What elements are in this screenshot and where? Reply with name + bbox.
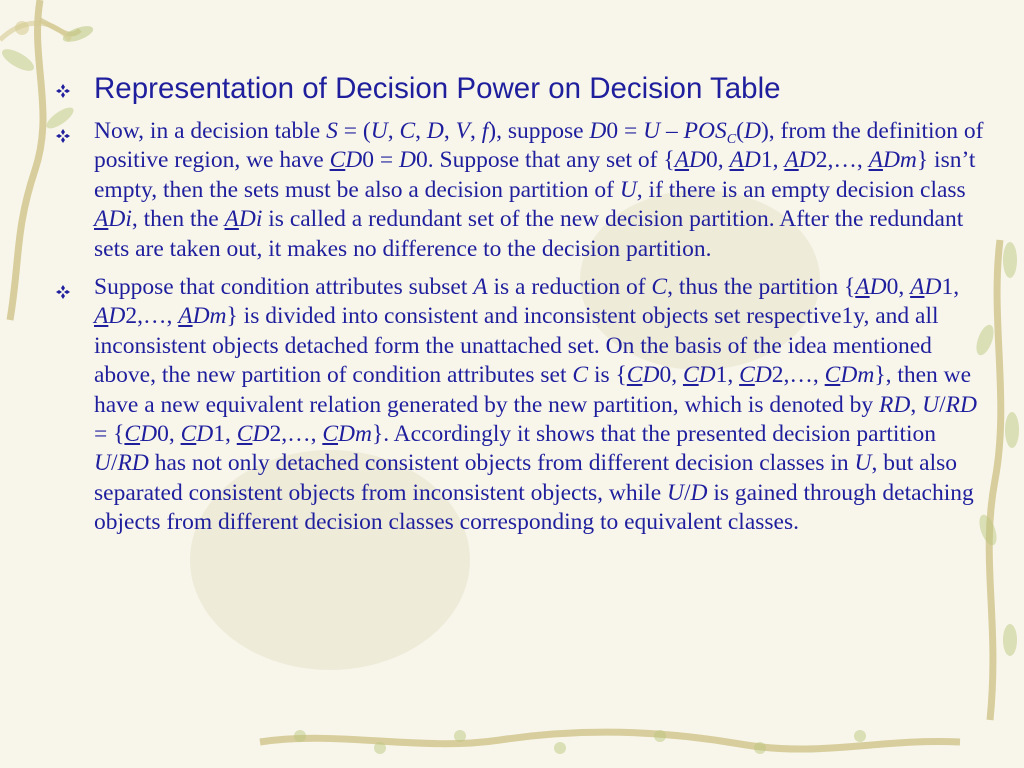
math-symbol: D — [924, 274, 942, 301]
math-symbol: U — [370, 118, 388, 144]
math-symbol: Dm — [338, 421, 372, 448]
text-run: , — [415, 118, 427, 144]
text-run: is { — [588, 362, 627, 389]
text-run: 0, — [706, 147, 730, 174]
math-symbol: U — [667, 479, 684, 506]
math-symbol: Di — [108, 206, 132, 233]
text-run: 1, — [213, 421, 237, 448]
math-symbol: C — [329, 147, 346, 174]
text-run: ( — [736, 118, 744, 144]
text-run: is gained through detaching objects from different decision classes corresponding to equivalent classes. — [94, 479, 974, 536]
math-symbol: D — [589, 118, 607, 144]
math-symbol: C — [180, 421, 197, 448]
math-symbol: D — [108, 303, 126, 330]
math-symbol: D — [698, 362, 716, 389]
math-symbol: RD — [117, 450, 149, 477]
math-symbol: Di — [238, 206, 263, 233]
text-run: = { — [94, 421, 125, 448]
math-symbol: S — [326, 118, 338, 144]
math-symbol: D — [196, 421, 214, 448]
math-symbol: D — [743, 147, 761, 174]
text-run: / — [939, 391, 946, 418]
math-symbol: C — [824, 362, 841, 389]
text-run: 0, — [157, 421, 181, 448]
math-symbol: A — [94, 303, 109, 330]
math-symbol: C — [322, 421, 338, 448]
text-run: 1, — [941, 274, 960, 301]
math-subscript: C — [726, 130, 737, 147]
text-run: 0 = — [606, 118, 644, 144]
text-run: / — [110, 450, 118, 477]
math-symbol: RD — [879, 391, 911, 418]
text-run: 0, — [886, 274, 911, 301]
math-symbol: D — [754, 362, 772, 389]
slide-content — [56, 70, 986, 547]
math-symbol: D — [399, 147, 417, 174]
paragraph-text — [94, 117, 986, 264]
diamond-cluster-bullet-icon — [56, 84, 70, 98]
bullet-paragraph-2 — [56, 273, 986, 538]
text-run: , but also separated consistent objects from inconsistent objects, while — [94, 450, 958, 506]
math-symbol: C — [682, 362, 699, 389]
math-symbol: D — [690, 479, 708, 506]
math-symbol: C — [236, 421, 253, 448]
math-symbol: U — [619, 176, 637, 203]
math-symbol: U — [94, 450, 111, 477]
math-symbol: A — [855, 274, 870, 301]
math-symbol: C — [626, 362, 643, 389]
text-run: is a reduction of — [487, 274, 652, 301]
math-symbol: D — [798, 147, 816, 174]
text-run: – — [660, 118, 684, 144]
text-run: 2,…, — [815, 147, 869, 174]
text-run: ), from the definition of positive region, we have — [94, 118, 984, 174]
math-symbol: C — [572, 362, 589, 389]
bullet-heading — [56, 70, 986, 108]
math-symbol: V — [455, 118, 470, 144]
text-run: is called a redundant set of the new decision partition. After the redundant sets are taken out, it makes no difference to the decision partition. — [94, 206, 964, 262]
math-symbol: Dm — [192, 303, 227, 330]
text-run: } is divided into consistent and inconsistent objects set respective1y, and all inconsistent objects detached form the unattached set. On the basis of the idea mentioned above, the new partition of condition attributes set — [94, 303, 939, 389]
math-symbol: A — [224, 206, 239, 233]
math-symbol: Dm — [840, 362, 875, 389]
text-run: , — [469, 118, 482, 144]
math-symbol: C — [739, 362, 755, 389]
math-symbol: D — [642, 362, 660, 389]
math-symbol: A — [910, 274, 925, 301]
slide-heading: Representation of Decision Power on Decision Table — [94, 72, 781, 105]
text-run: , — [387, 118, 400, 144]
math-symbol: A — [868, 147, 883, 174]
text-run: 2,…, — [771, 362, 825, 389]
math-symbol: C — [651, 274, 668, 301]
math-symbol: A — [178, 303, 193, 330]
diamond-cluster-bullet-icon — [56, 129, 70, 143]
math-symbol: A — [729, 147, 744, 174]
math-symbol: U — [922, 391, 940, 418]
text-run: 1, — [760, 147, 785, 174]
math-symbol: D — [252, 421, 270, 448]
math-symbol: D — [689, 147, 707, 174]
math-symbol: D — [743, 118, 761, 144]
text-run: ), suppose — [488, 118, 590, 144]
text-run: , thus the partition { — [667, 274, 856, 301]
bullet-paragraph-1 — [56, 117, 986, 264]
math-symbol: D — [869, 274, 887, 301]
text-run: }, then we have a new equivalent relation generated by the new partition, which is denoted by — [94, 362, 972, 418]
math-symbol: A — [473, 274, 488, 301]
text-run: 1, — [715, 362, 740, 389]
text-run: Now, in a decision table — [94, 118, 327, 144]
math-symbol: C — [124, 421, 141, 448]
math-symbol: D — [140, 421, 158, 448]
math-symbol: RD — [945, 391, 977, 418]
text-run: , if there is an empty decision class — [636, 176, 966, 203]
text-run: has not only detached consistent objects from different decision classes in — [148, 450, 855, 477]
text-run: 2,…, — [269, 421, 323, 448]
text-run: Suppose that condition attributes subset — [94, 274, 474, 301]
text-run: 0 = — [362, 147, 400, 174]
text-run: }. Accordingly it shows that the presented decision partition — [371, 421, 937, 448]
math-symbol: A — [784, 147, 799, 174]
math-symbol: A — [94, 206, 109, 233]
math-symbol: A — [674, 147, 690, 174]
text-run: / — [683, 479, 691, 506]
math-symbol: f — [481, 118, 489, 144]
text-run: , then the — [131, 206, 225, 233]
text-run: 0, — [659, 362, 683, 389]
text-run: } isn’t empty, then the sets must be also a decision partition of — [94, 147, 976, 203]
text-run: 2,…, — [125, 303, 179, 330]
text-run: , — [443, 118, 456, 144]
math-symbol: Dm — [882, 147, 917, 174]
math-symbol: D — [345, 147, 363, 174]
math-symbol: U — [854, 450, 872, 477]
text-run: = ( — [337, 118, 371, 144]
diamond-cluster-bullet-icon — [56, 285, 70, 299]
math-symbol: D — [426, 118, 444, 144]
math-symbol: C — [399, 118, 416, 144]
paragraph-text — [94, 273, 986, 538]
math-symbol: POS — [683, 118, 727, 144]
text-run: 0. Suppose that any set of { — [416, 147, 675, 174]
math-symbol: U — [643, 118, 661, 144]
text-run: , — [910, 391, 923, 418]
